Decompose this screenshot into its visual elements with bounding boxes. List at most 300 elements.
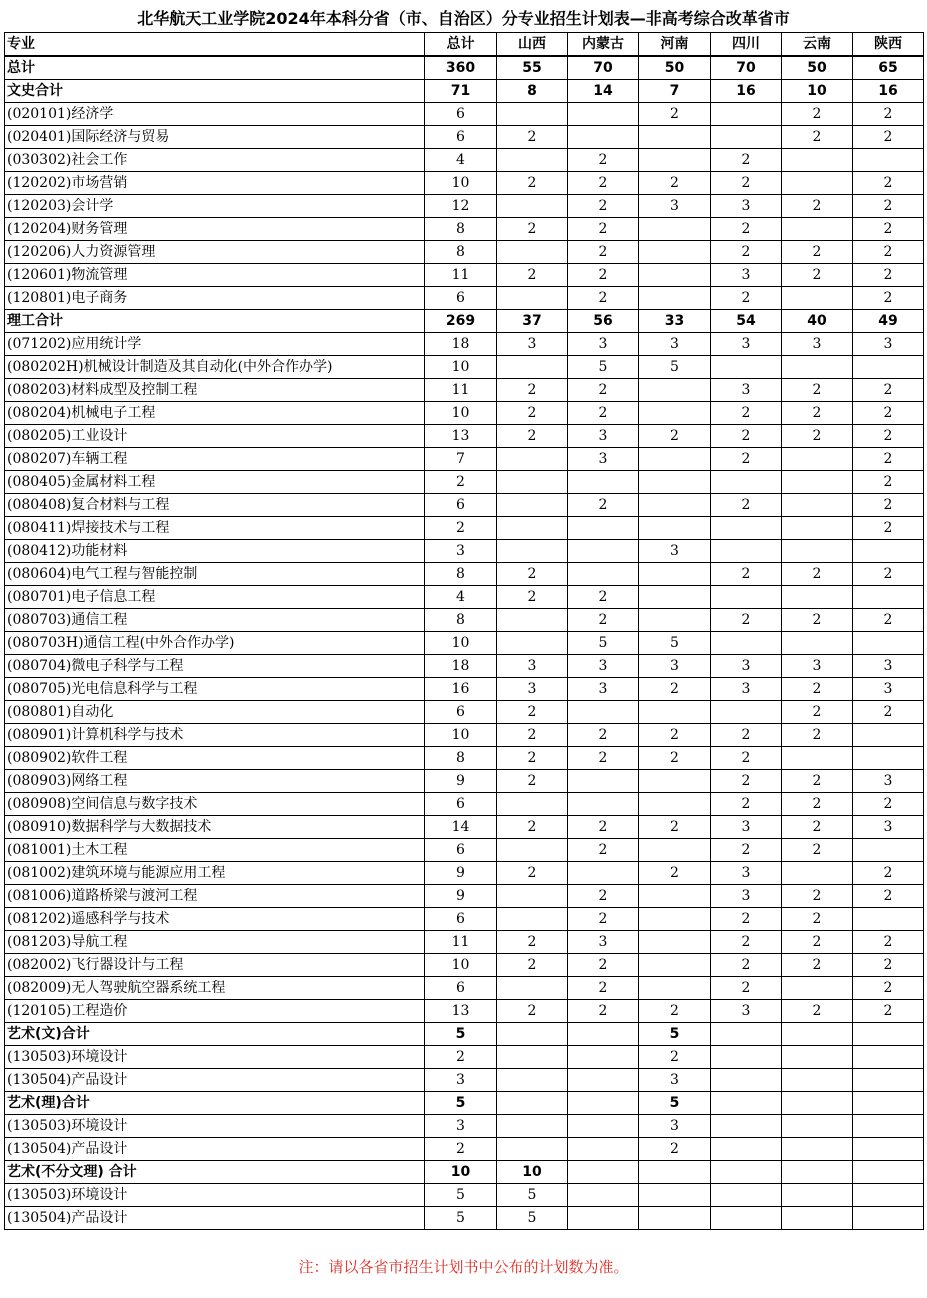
value-cell: 2 [497, 931, 568, 954]
value-cell: 2 [853, 103, 924, 126]
value-cell [639, 793, 711, 816]
row-label-cell: (080703H)通信工程(中外合作办学) [5, 632, 425, 655]
value-cell: 2 [711, 149, 782, 172]
value-cell [782, 540, 853, 563]
value-cell [568, 103, 639, 126]
value-cell [782, 1115, 853, 1138]
value-cell: 2 [568, 954, 639, 977]
value-cell: 2 [425, 517, 497, 540]
value-cell: 2 [568, 1000, 639, 1023]
value-cell [568, 1138, 639, 1161]
value-cell: 2 [853, 862, 924, 885]
subtotal-row [5, 80, 924, 103]
value-cell [853, 839, 924, 862]
value-cell: 2 [782, 885, 853, 908]
value-cell: 3 [568, 448, 639, 471]
row-label-cell: (080901)计算机科学与技术 [5, 724, 425, 747]
value-cell: 10 [497, 1161, 568, 1184]
value-cell: 3 [711, 816, 782, 839]
value-cell: 2 [853, 793, 924, 816]
value-cell: 6 [425, 287, 497, 310]
row-label-cell: (080204)机械电子工程 [5, 402, 425, 425]
row-label-cell: (080202H)机械设计制造及其自动化(中外合作办学) [5, 356, 425, 379]
value-cell: 8 [425, 563, 497, 586]
value-cell: 2 [711, 402, 782, 425]
value-cell: 9 [425, 770, 497, 793]
value-cell [782, 471, 853, 494]
value-cell [782, 1069, 853, 1092]
value-cell: 2 [782, 678, 853, 701]
value-cell: 2 [497, 862, 568, 885]
value-cell: 49 [853, 310, 924, 333]
value-cell: 65 [853, 56, 924, 80]
value-cell: 2 [497, 563, 568, 586]
value-cell: 8 [425, 241, 497, 264]
value-cell: 2 [782, 379, 853, 402]
value-cell [497, 287, 568, 310]
value-cell [568, 540, 639, 563]
row-label-cell: (130503)环境设计 [5, 1046, 425, 1069]
value-cell: 2 [853, 517, 924, 540]
value-cell: 2 [853, 402, 924, 425]
value-cell: 2 [639, 425, 711, 448]
value-cell: 2 [853, 264, 924, 287]
row-label-cell: 文史合计 [5, 80, 425, 103]
value-cell: 2 [497, 126, 568, 149]
value-cell [639, 701, 711, 724]
value-cell: 2 [568, 885, 639, 908]
value-cell: 3 [711, 264, 782, 287]
value-cell: 2 [568, 218, 639, 241]
value-cell [639, 839, 711, 862]
value-cell: 2 [568, 724, 639, 747]
value-cell: 2 [853, 954, 924, 977]
row-label-cell: (080701)电子信息工程 [5, 586, 425, 609]
value-cell: 3 [568, 425, 639, 448]
value-cell: 2 [568, 264, 639, 287]
value-cell [497, 839, 568, 862]
value-cell [497, 609, 568, 632]
value-cell [853, 724, 924, 747]
value-cell [497, 977, 568, 1000]
value-cell: 2 [853, 977, 924, 1000]
table-row [5, 425, 924, 448]
value-cell: 2 [711, 563, 782, 586]
row-label-cell: (120204)财务管理 [5, 218, 425, 241]
value-cell: 2 [568, 379, 639, 402]
value-cell: 2 [497, 954, 568, 977]
value-cell [711, 1138, 782, 1161]
value-cell: 2 [782, 793, 853, 816]
value-cell [568, 701, 639, 724]
row-label-cell: (080412)功能材料 [5, 540, 425, 563]
value-cell [497, 1115, 568, 1138]
value-cell: 陕西 [853, 33, 924, 57]
value-cell [639, 1161, 711, 1184]
value-cell: 33 [639, 310, 711, 333]
value-cell: 6 [425, 839, 497, 862]
value-cell [497, 356, 568, 379]
value-cell: 2 [711, 241, 782, 264]
value-cell: 2 [425, 1138, 497, 1161]
value-cell [853, 1207, 924, 1230]
value-cell: 2 [853, 701, 924, 724]
value-cell [497, 1138, 568, 1161]
row-label-cell: (080207)车辆工程 [5, 448, 425, 471]
value-cell: 12 [425, 195, 497, 218]
table-row [5, 977, 924, 1000]
value-cell: 2 [568, 241, 639, 264]
value-cell: 2 [639, 724, 711, 747]
value-cell [497, 149, 568, 172]
table-row [5, 1000, 924, 1023]
value-cell: 11 [425, 379, 497, 402]
value-cell: 3 [782, 333, 853, 356]
value-cell [711, 1046, 782, 1069]
value-cell: 3 [497, 655, 568, 678]
value-cell: 4 [425, 586, 497, 609]
value-cell [782, 149, 853, 172]
value-cell: 2 [711, 839, 782, 862]
value-cell: 2 [497, 1000, 568, 1023]
value-cell [711, 540, 782, 563]
table-row [5, 402, 924, 425]
value-cell: 2 [639, 862, 711, 885]
table-row [5, 241, 924, 264]
value-cell: 2 [782, 609, 853, 632]
value-cell: 9 [425, 885, 497, 908]
value-cell [782, 218, 853, 241]
value-cell: 2 [782, 563, 853, 586]
subtotal-row [5, 1161, 924, 1184]
value-cell [782, 1161, 853, 1184]
table-row [5, 126, 924, 149]
table-row [5, 770, 924, 793]
value-cell: 2 [782, 402, 853, 425]
value-cell: 13 [425, 1000, 497, 1023]
value-cell: 14 [425, 816, 497, 839]
value-cell: 2 [711, 287, 782, 310]
value-cell: 3 [853, 678, 924, 701]
value-cell: 2 [568, 586, 639, 609]
row-label-cell: (080903)网络工程 [5, 770, 425, 793]
row-label-cell: (020101)经济学 [5, 103, 425, 126]
value-cell: 3 [639, 1115, 711, 1138]
value-cell [782, 517, 853, 540]
value-cell [782, 1138, 853, 1161]
value-cell [782, 1023, 853, 1046]
value-cell: 6 [425, 908, 497, 931]
value-cell: 5 [425, 1092, 497, 1115]
value-cell [711, 126, 782, 149]
value-cell: 2 [639, 747, 711, 770]
table-row [5, 655, 924, 678]
value-cell [639, 977, 711, 1000]
subtotal-row [5, 1023, 924, 1046]
value-cell: 3 [711, 655, 782, 678]
row-label-cell: (080801)自动化 [5, 701, 425, 724]
value-cell [639, 126, 711, 149]
value-cell [782, 448, 853, 471]
row-label-cell: 总计 [5, 56, 425, 80]
row-label-cell: (080910)数据科学与大数据技术 [5, 816, 425, 839]
value-cell: 16 [711, 80, 782, 103]
value-cell: 2 [782, 931, 853, 954]
value-cell [782, 1184, 853, 1207]
value-cell [639, 218, 711, 241]
table-row [5, 494, 924, 517]
value-cell: 3 [568, 655, 639, 678]
row-label-cell: (130503)环境设计 [5, 1115, 425, 1138]
value-cell: 6 [425, 977, 497, 1000]
value-cell [639, 264, 711, 287]
table-row [5, 448, 924, 471]
value-cell: 2 [497, 816, 568, 839]
table-header-row [5, 33, 924, 57]
value-cell: 10 [425, 172, 497, 195]
value-cell: 2 [853, 218, 924, 241]
value-cell [711, 1207, 782, 1230]
value-cell [853, 586, 924, 609]
value-cell: 2 [782, 701, 853, 724]
row-label-cell: (080411)焊接技术与工程 [5, 517, 425, 540]
table-row [5, 954, 924, 977]
value-cell: 6 [425, 494, 497, 517]
value-cell [497, 885, 568, 908]
value-cell: 2 [568, 402, 639, 425]
value-cell: 2 [425, 1046, 497, 1069]
row-label-cell: (120202)市场营销 [5, 172, 425, 195]
table-row [5, 1184, 924, 1207]
value-cell: 2 [639, 1138, 711, 1161]
value-cell [853, 1161, 924, 1184]
value-cell [497, 103, 568, 126]
value-cell [639, 379, 711, 402]
value-cell [711, 1069, 782, 1092]
value-cell: 总计 [425, 33, 497, 57]
table-row [5, 1138, 924, 1161]
value-cell: 3 [711, 862, 782, 885]
value-cell: 2 [853, 1000, 924, 1023]
value-cell [568, 517, 639, 540]
value-cell: 2 [853, 471, 924, 494]
value-cell [853, 908, 924, 931]
value-cell: 10 [425, 1161, 497, 1184]
value-cell: 55 [497, 56, 568, 80]
value-cell: 5 [568, 356, 639, 379]
row-label-cell: (080705)光电信息科学与工程 [5, 678, 425, 701]
value-cell [711, 632, 782, 655]
value-cell: 2 [853, 494, 924, 517]
value-cell: 6 [425, 103, 497, 126]
value-cell [568, 1069, 639, 1092]
table-row [5, 356, 924, 379]
value-cell: 2 [568, 287, 639, 310]
value-cell: 2 [497, 402, 568, 425]
value-cell [853, 632, 924, 655]
value-cell: 10 [425, 724, 497, 747]
value-cell: 5 [497, 1184, 568, 1207]
value-cell: 4 [425, 149, 497, 172]
value-cell: 2 [425, 471, 497, 494]
value-cell: 3 [425, 540, 497, 563]
row-label-cell: (080704)微电子科学与工程 [5, 655, 425, 678]
value-cell [639, 609, 711, 632]
row-label-cell: 艺术(理)合计 [5, 1092, 425, 1115]
value-cell: 2 [782, 908, 853, 931]
value-cell [497, 494, 568, 517]
value-cell: 50 [782, 56, 853, 80]
value-cell: 2 [711, 977, 782, 1000]
value-cell [568, 1115, 639, 1138]
value-cell: 2 [853, 885, 924, 908]
value-cell: 2 [497, 218, 568, 241]
row-label-cell: (130503)环境设计 [5, 1184, 425, 1207]
value-cell: 2 [711, 172, 782, 195]
value-cell: 2 [782, 770, 853, 793]
value-cell: 2 [568, 816, 639, 839]
table-row [5, 632, 924, 655]
value-cell [782, 1046, 853, 1069]
value-cell [639, 402, 711, 425]
table-row [5, 839, 924, 862]
table-row [5, 195, 924, 218]
value-cell: 3 [711, 1000, 782, 1023]
value-cell [639, 149, 711, 172]
table-row [5, 379, 924, 402]
table-row [5, 172, 924, 195]
value-cell [853, 149, 924, 172]
value-cell: 2 [782, 954, 853, 977]
value-cell [711, 1161, 782, 1184]
value-cell: 3 [711, 333, 782, 356]
value-cell: 2 [711, 931, 782, 954]
value-cell [568, 563, 639, 586]
value-cell [711, 103, 782, 126]
row-label-cell: 艺术(文)合计 [5, 1023, 425, 1046]
subtotal-row [5, 56, 924, 80]
value-cell: 10 [425, 632, 497, 655]
table-row [5, 149, 924, 172]
value-cell: 2 [639, 678, 711, 701]
value-cell [568, 471, 639, 494]
value-cell [782, 1092, 853, 1115]
value-cell: 5 [425, 1023, 497, 1046]
value-cell: 2 [497, 701, 568, 724]
row-label-cell: (081202)遥感科学与技术 [5, 908, 425, 931]
subtotal-row [5, 310, 924, 333]
value-cell: 13 [425, 425, 497, 448]
row-label-cell: (081203)导航工程 [5, 931, 425, 954]
value-cell: 2 [853, 609, 924, 632]
row-label-cell: (080408)复合材料与工程 [5, 494, 425, 517]
value-cell: 71 [425, 80, 497, 103]
value-cell [497, 908, 568, 931]
value-cell [568, 1161, 639, 1184]
value-cell: 山西 [497, 33, 568, 57]
value-cell: 2 [782, 816, 853, 839]
value-cell [782, 494, 853, 517]
value-cell: 11 [425, 931, 497, 954]
value-cell [497, 1092, 568, 1115]
value-cell [497, 1023, 568, 1046]
value-cell [711, 1115, 782, 1138]
value-cell [782, 862, 853, 885]
row-label-cell: (080908)空间信息与数字技术 [5, 793, 425, 816]
value-cell: 54 [711, 310, 782, 333]
value-cell: 269 [425, 310, 497, 333]
value-cell: 2 [639, 103, 711, 126]
value-cell: 16 [425, 678, 497, 701]
row-label-cell: 理工合计 [5, 310, 425, 333]
value-cell: 内蒙古 [568, 33, 639, 57]
value-cell [711, 1092, 782, 1115]
value-cell: 3 [711, 678, 782, 701]
value-cell [497, 632, 568, 655]
value-cell: 37 [497, 310, 568, 333]
table-row [5, 678, 924, 701]
table-row [5, 218, 924, 241]
value-cell: 14 [568, 80, 639, 103]
value-cell: 2 [568, 609, 639, 632]
value-cell: 2 [853, 287, 924, 310]
value-cell [639, 1207, 711, 1230]
table-row [5, 793, 924, 816]
value-cell [782, 747, 853, 770]
value-cell: 2 [497, 747, 568, 770]
value-cell [639, 770, 711, 793]
value-cell [853, 1138, 924, 1161]
value-cell [711, 1184, 782, 1207]
value-cell [568, 1207, 639, 1230]
table-row [5, 885, 924, 908]
value-cell: 2 [497, 770, 568, 793]
value-cell [711, 701, 782, 724]
value-cell [497, 1069, 568, 1092]
row-label-cell: (081002)建筑环境与能源应用工程 [5, 862, 425, 885]
value-cell: 3 [639, 540, 711, 563]
value-cell: 2 [782, 195, 853, 218]
value-cell: 40 [782, 310, 853, 333]
value-cell: 2 [711, 448, 782, 471]
value-cell: 2 [497, 264, 568, 287]
value-cell [497, 241, 568, 264]
value-cell [497, 1046, 568, 1069]
value-cell [639, 954, 711, 977]
value-cell: 8 [425, 609, 497, 632]
table-row [5, 563, 924, 586]
value-cell: 2 [853, 931, 924, 954]
value-cell: 2 [711, 218, 782, 241]
value-cell: 50 [639, 56, 711, 80]
value-cell [497, 793, 568, 816]
value-cell: 2 [568, 149, 639, 172]
value-cell: 5 [425, 1207, 497, 1230]
value-cell [497, 517, 568, 540]
value-cell [711, 586, 782, 609]
value-cell [853, 1069, 924, 1092]
table-row [5, 1207, 924, 1230]
row-label-cell: 艺术(不分文理) 合计 [5, 1161, 425, 1184]
value-cell: 2 [711, 724, 782, 747]
value-cell [497, 471, 568, 494]
value-cell: 3 [711, 885, 782, 908]
value-cell [497, 540, 568, 563]
footnote: 注：请以各省市招生计划书中公布的计划数为准。 [298, 1258, 629, 1276]
row-label-cell: (082002)飞行器设计与工程 [5, 954, 425, 977]
row-label-cell: (080703)通信工程 [5, 609, 425, 632]
value-cell [853, 1046, 924, 1069]
